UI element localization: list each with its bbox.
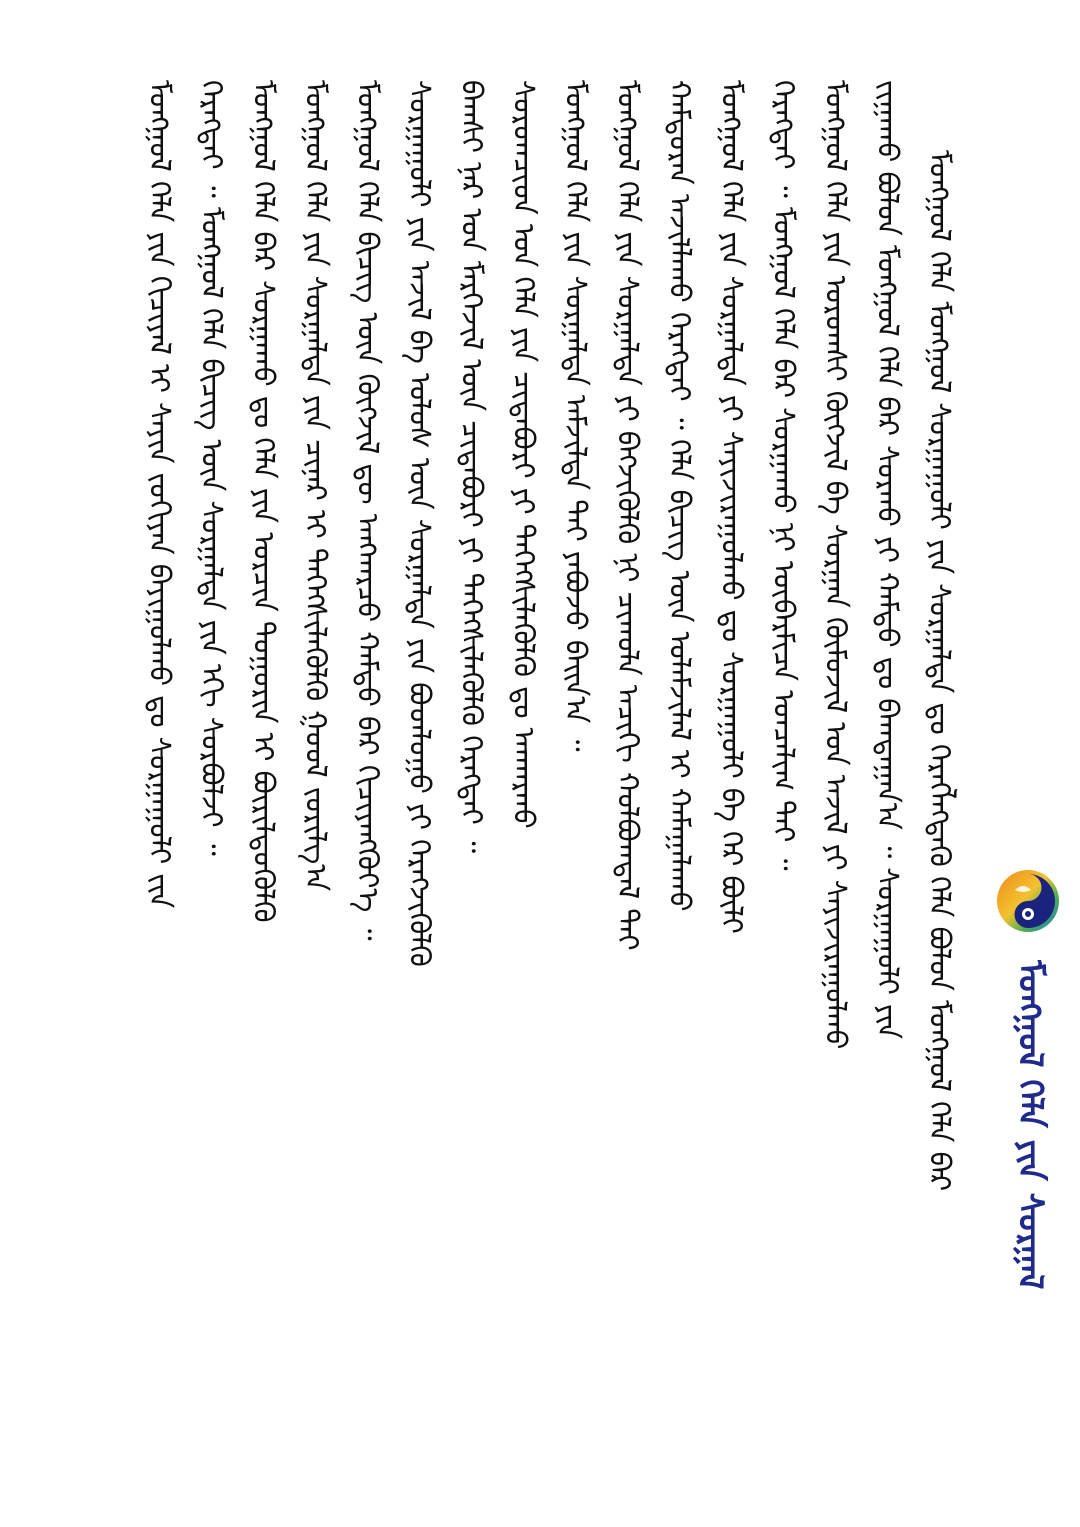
text-column: ᠮᠣᠩᠭᠣᠯ ᠬᠡᠯᠡ ᠶᠢᠨ ᠰᠤᠷᠭᠠᠯᠲᠠ ᠶᠢ ᠪᠡᠬᠵᠢᠭᠦᠯᠬᠦ ᠨᠢ ᠴᠢᠬᠤᠯᠠ ᠠᠴᠢᠬᠢ ᠬᠣᠯᠪᠣᠭᠳᠠᠯ ᠲᠠᠢ xyxy=(611,80,645,951)
text-column: ᠰᠤᠷᠭᠠᠭᠤᠯᠢ ᠶᠢᠨ ᠠᠵᠢᠯ ᠪᠠ ᠤᠯᠤᠰ ᠦᠨ ᠰᠤᠷᠭᠠᠯᠲᠠ ᠶᠢᠨ ᠪᠣᠳᠯᠣᠭᠣ ᠶᠢ ᠬᠡᠷᠡᠭᠵᠢᠭᠦᠯᠬᠦ xyxy=(403,80,437,967)
text-column: ᠰᠤᠷᠤᠭᠴᠢᠳ ᠤᠨ ᠬᠡᠯᠡ ᠶᠢᠨ ᠴᠢᠳᠠᠪᠤᠷᠢ ᠶᠢ ᠳᠡᠭᠡᠭᠰᠢᠯᠡᠭᠦᠯᠬᠦ ᠳᠤ ᠠᠨᠬᠠᠷᠬᠤ xyxy=(507,80,541,829)
header-title: ᠮᠣᠩᠭᠣᠯ ᠬᠡᠯᠡ ᠶᠢᠨ ᠰᠤᠷᠭᠠᠯ xyxy=(1010,960,1050,1290)
text-column: ᠮᠣᠩᠭᠣᠯ ᠬᠡᠯᠡ ᠮᠣᠩᠭᠣᠯ ᠰᠤᠷᠭᠠᠭᠤᠯᠢ ᠶᠢᠨ ᠰᠤᠷᠭᠠᠯᠲᠠ ᠳᠤ ᠬᠡᠷᠡᠭᠯᠡᠭᠳᠡᠬᠦ ᠬᠡᠯᠡ ᠪᠣᠯᠤᠨ ᠮᠣᠩᠭᠣᠯ ᠬᠡᠯᠡ ᠪᠡᠷ xyxy=(923,150,957,1192)
text-column: ᠮᠣᠩᠭᠣᠯ ᠬᠡᠯᠡ ᠪᠡᠷ ᠰᠤᠷᠭᠠᠬᠤ ᠳᠤ ᠬᠡᠯᠡ ᠶᠢᠨ ᠣᠷᠴᠢᠨ ᠲᠣᠭᠣᠷᠢᠨ ᠢ ᠪᠦᠷᠢᠯᠳᠦᠭᠦᠯᠬᠦ xyxy=(247,80,281,923)
text-column: ᠮᠣᠩᠭᠣᠯ ᠬᠡᠯᠡ ᠶᠢᠨ ᠰᠤᠷᠭᠠᠯᠲᠠ ᠶᠢᠨ ᠴᠢᠨᠠᠷ ᠢ ᠳᠡᠭᠡᠭᠰᠢᠯᠡᠭᠦᠯᠬᠦ ᠭᠣᠣᠯ ᠵᠣᠷᠢᠯᠭ᠎ᠠ xyxy=(299,80,333,892)
text-column: ᠬᠡᠷᠡᠭᠲᠡᠢ ᠃ ᠮᠣᠩᠭᠣᠯ ᠬᠡᠯᠡ ᠪᠢᠴᠢᠭ ᠦᠨ ᠰᠤᠷᠭᠠᠯᠲᠠ ᠶᠢᠨ ᠡᠬᠢ ᠰᠤᠷᠪᠤᠯᠵᠢ ᠃ xyxy=(195,80,229,856)
text-column: ᠪᠠᠭᠰᠢ ᠨᠠᠷ ᠤᠨ ᠮᠡᠷᠭᠡᠵᠢᠯ ᠦᠨ ᠴᠢᠳᠠᠪᠤᠷᠢ ᠶᠢ ᠳᠡᠭᠡᠭᠰᠢᠯᠡᠭᠦᠯᠬᠦ ᠬᠡᠷᠡᠭᠲᠡᠢ ᠃ xyxy=(455,80,489,854)
text-column: ᠮᠣᠩᠭᠣᠯ ᠬᠡᠯᠡ ᠶᠢᠨ ᠰᠤᠷᠭᠠᠯᠲᠠ ᠠᠮᠵᠢᠯᠲᠠ ᠲᠠᠢ ᠶᠠᠪᠤᠵᠤ ᠪᠠᠢᠨ᠎ᠠ ᠃ xyxy=(559,80,593,752)
text-column: ᠮᠣᠩᠭᠣᠯ ᠬᠡᠯᠡ ᠶᠢᠨ ᠰᠤᠷᠭᠠᠯᠲᠠ ᠶᠢ ᠰᠠᠶᠢᠵᠢᠷᠠᠭᠤᠯᠬᠤ ᠳᠤ ᠰᠤᠷᠭᠠᠭᠤᠯᠢ ᠪᠠ ᠭᠡᠷ ᠪᠦᠯᠢ xyxy=(715,80,749,934)
text-column: ᠵᠢᠭᠠᠬᠤ ᠪᠣᠯᠤᠨ ᠮᠣᠩᠭᠣᠯ ᠬᠡᠯᠡ ᠪᠡᠷ ᠰᠤᠷᠬᠤ ᠶᠢ ᠬᠠᠮᠲᠤ ᠳᠤ ᠪᠠᠭᠲᠠᠭᠠᠨ᠎ᠠ ᠃ ᠰᠤᠷᠭᠠᠭᠤᠯᠢ ᠶᠢᠨ xyxy=(871,80,905,1040)
text-column: ᠮᠣᠩᠭᠣᠯ ᠬᠡᠯᠡ ᠶᠢᠨ ᠤᠷᠤᠭᠰᠢ ᠬᠥᠭᠵᠢᠯ ᠪᠠ ᠰᠤᠷᠭᠠᠨ ᠬᠥᠮᠦᠵᠢᠯ ᠤᠨ ᠠᠵᠢᠯ ᠶᠢ ᠰᠠᠶᠢᠵᠢᠷᠠᠭᠤᠯᠬᠤ xyxy=(819,80,853,1050)
text-column: ᠬᠠᠮᠲᠤᠷᠠᠨ ᠠᠵᠢᠯᠯᠠᠬᠤ ᠬᠡᠷᠡᠭᠲᠡᠢ ᠃ ᠬᠡᠯᠡ ᠪᠢᠴᠢᠭ ᠦᠨ ᠤᠯᠠᠮᠵᠢᠯᠠᠯ ᠢ ᠬᠠᠮᠠᠭᠠᠯᠠᠬᠤ xyxy=(663,80,697,912)
text-column: ᠮᠣᠩᠭᠣᠯ ᠬᠡᠯᠡ ᠶᠢᠨ ᠬᠢᠴᠢᠶᠡᠯ ᠢ ᠰᠠᠶᠢᠨ ᠵᠣᠬᠢᠶᠠᠨ ᠪᠠᠶᠢᠭᠤᠯᠬᠤ ᠳᠤ ᠰᠤᠷᠭᠠᠭᠤᠯᠢ ᠵᠢᠨ xyxy=(143,80,177,909)
swirl-emblem-icon xyxy=(995,868,1061,934)
text-column: ᠬᠡᠷᠡᠭᠲᠡᠢ ᠃ ᠮᠣᠩᠭᠣᠯ ᠬᠡᠯᠡ ᠪᠡᠷ ᠰᠤᠷᠭᠠᠬᠤ ᠨᠢ ᠥᠪᠡᠷᠮᠢᠴᠡ ᠣᠨᠴᠠᠯᠢᠭ ᠲᠠᠢ ᠃ xyxy=(767,80,801,871)
body-text xyxy=(140,80,960,1470)
text-column: ᠮᠣᠩᠭᠣᠯ ᠬᠡᠯᠡ ᠪᠢᠴᠢᠭ ᠦᠨ ᠬᠥᠭᠵᠢᠯ ᠳᠦ ᠠᠩᠬᠠᠷᠴᠤ ᠬᠠᠮᠲᠤ ᠪᠡᠷ ᠬᠢᠴᠢᠶᠡᠩᠭᠦᠶ᠎ᠡ ᠃ xyxy=(351,80,385,941)
